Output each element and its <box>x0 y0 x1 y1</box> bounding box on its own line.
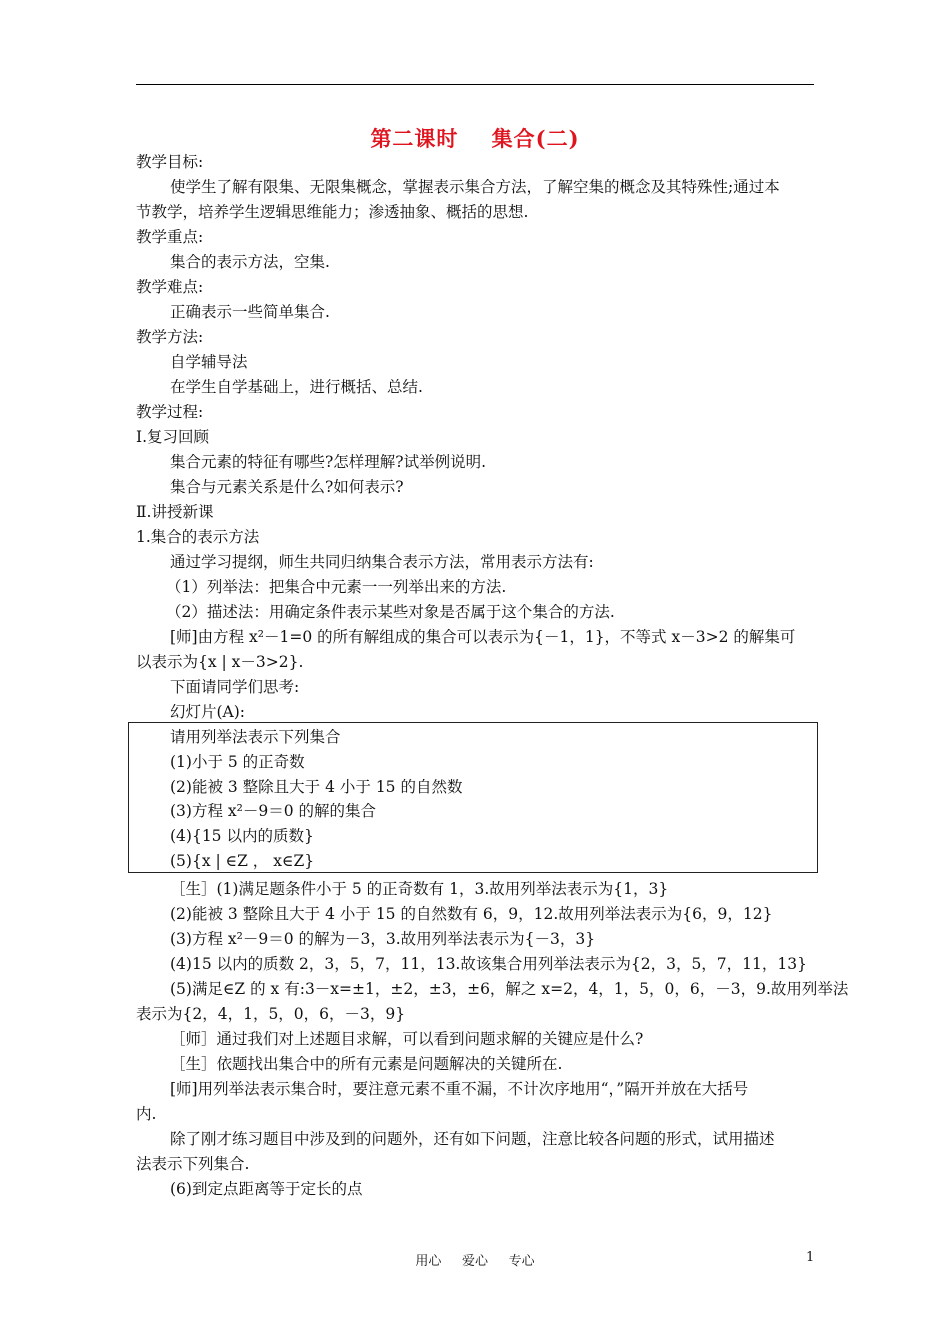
text-line: 集合的表示方法，空集. <box>170 253 330 271</box>
slide-line: 请用列举法表示下列集合 <box>170 728 341 746</box>
answer-line: (3)方程 x²－9＝0 的解为－3，3.故用列举法表示为{－3，3} <box>170 930 596 948</box>
text-line: （1）列举法：把集合中元素一一列举出来的方法. <box>166 578 507 596</box>
text-line: 在学生自学基础上，进行概括、总结. <box>170 378 423 396</box>
text-line: 幻灯片(A): <box>170 703 246 721</box>
section-heading: 教学过程: <box>136 403 204 421</box>
section-heading: 教学方法: <box>136 328 204 346</box>
answer-line: [师]用列举法表示集合时，要注意元素不重不漏，不计次序地用“，”隔开并放在大括号 <box>170 1080 749 1098</box>
header-rule <box>136 84 814 85</box>
section-heading: 教学重点: <box>136 228 204 246</box>
section-heading: 教学目标: <box>136 153 204 171</box>
answer-line: (4)15 以内的质数 2，3，5，7，11，13.故该集合用列举法表示为{2，3，5，7，11，13} <box>170 955 807 973</box>
text-line: 集合元素的特征有哪些?怎样理解?试举例说明. <box>170 453 487 471</box>
answer-line: 内. <box>136 1105 157 1123</box>
answer-line: ［生］(1)满足题条件小于 5 的正奇数有 1，3.故用列举法表示为{1，3} <box>170 880 669 898</box>
answer-line: (2)能被 3 整除且大于 4 小于 15 的自然数有 6，9，12.故用列举法表示为{6，9，12} <box>170 905 773 923</box>
page-title: 第二课时 集合(二) <box>370 126 580 151</box>
text-line: 使学生了解有限集、无限集概念，掌握表示集合方法，了解空集的概念及其特殊性;通过本 <box>170 178 780 196</box>
text-line: 节教学，培养学生逻辑思维能力；渗透抽象、概括的思想. <box>136 203 529 221</box>
section-heading: Ⅰ.复习回顾 <box>136 428 210 446</box>
text-line: 下面请同学们思考: <box>170 678 300 696</box>
slide-line: (2)能被 3 整除且大于 4 小于 15 的自然数 <box>170 778 463 796</box>
slide-line: (4){15 以内的质数} <box>170 827 314 845</box>
answer-line: 除了刚才练习题目中涉及到的问题外，还有如下问题，注意比较各问题的形式，试用描述 <box>170 1130 775 1148</box>
text-line: （2）描述法：用确定条件表示某些对象是否属于这个集合的方法. <box>166 603 615 621</box>
slide-line: (5){x | ∈Z ， x∈Z} <box>170 852 315 870</box>
text-line: 以表示为{x | x－3>2}. <box>136 653 304 671</box>
page-number: 1 <box>806 1250 815 1265</box>
section-heading: 教学难点: <box>136 278 204 296</box>
answer-line: ［生］依题找出集合中的所有元素是问题解决的关键所在. <box>170 1055 563 1073</box>
answer-line: (6)到定点距离等于定长的点 <box>170 1180 363 1198</box>
slide-line: (1)小于 5 的正奇数 <box>170 753 305 771</box>
text-line: [师]由方程 x²－1=0 的所有解组成的集合可以表示为{－1，1}，不等式 x－3>2 的解集可 <box>170 628 796 646</box>
section-heading: Ⅱ.讲授新课 <box>136 503 214 521</box>
section-heading: 1.集合的表示方法 <box>136 528 260 546</box>
page-footer: 用心 爱心 专心 <box>415 1254 535 1269</box>
text-line: 集合与元素关系是什么?如何表示? <box>170 478 404 496</box>
text-line: 正确表示一些简单集合. <box>170 303 330 321</box>
answer-line: 表示为{2，4，1，5，0，6，－3，9} <box>136 1005 406 1023</box>
text-line: 通过学习提纲，师生共同归纳集合表示方法，常用表示方法有: <box>170 553 594 571</box>
slide-line: (3)方程 x²－9＝0 的解的集合 <box>170 802 376 820</box>
answer-line: (5)满足∈Z 的 x 有:3－x=±1，±2，±3，±6，解之 x=2，4，1，5，0，6，－3，9.故用列举法 <box>170 980 849 998</box>
answer-line: 法表示下列集合. <box>136 1155 250 1173</box>
text-line: 自学辅导法 <box>170 353 248 371</box>
answer-line: ［师］通过我们对上述题目求解，可以看到问题求解的关键应是什么? <box>170 1030 644 1048</box>
